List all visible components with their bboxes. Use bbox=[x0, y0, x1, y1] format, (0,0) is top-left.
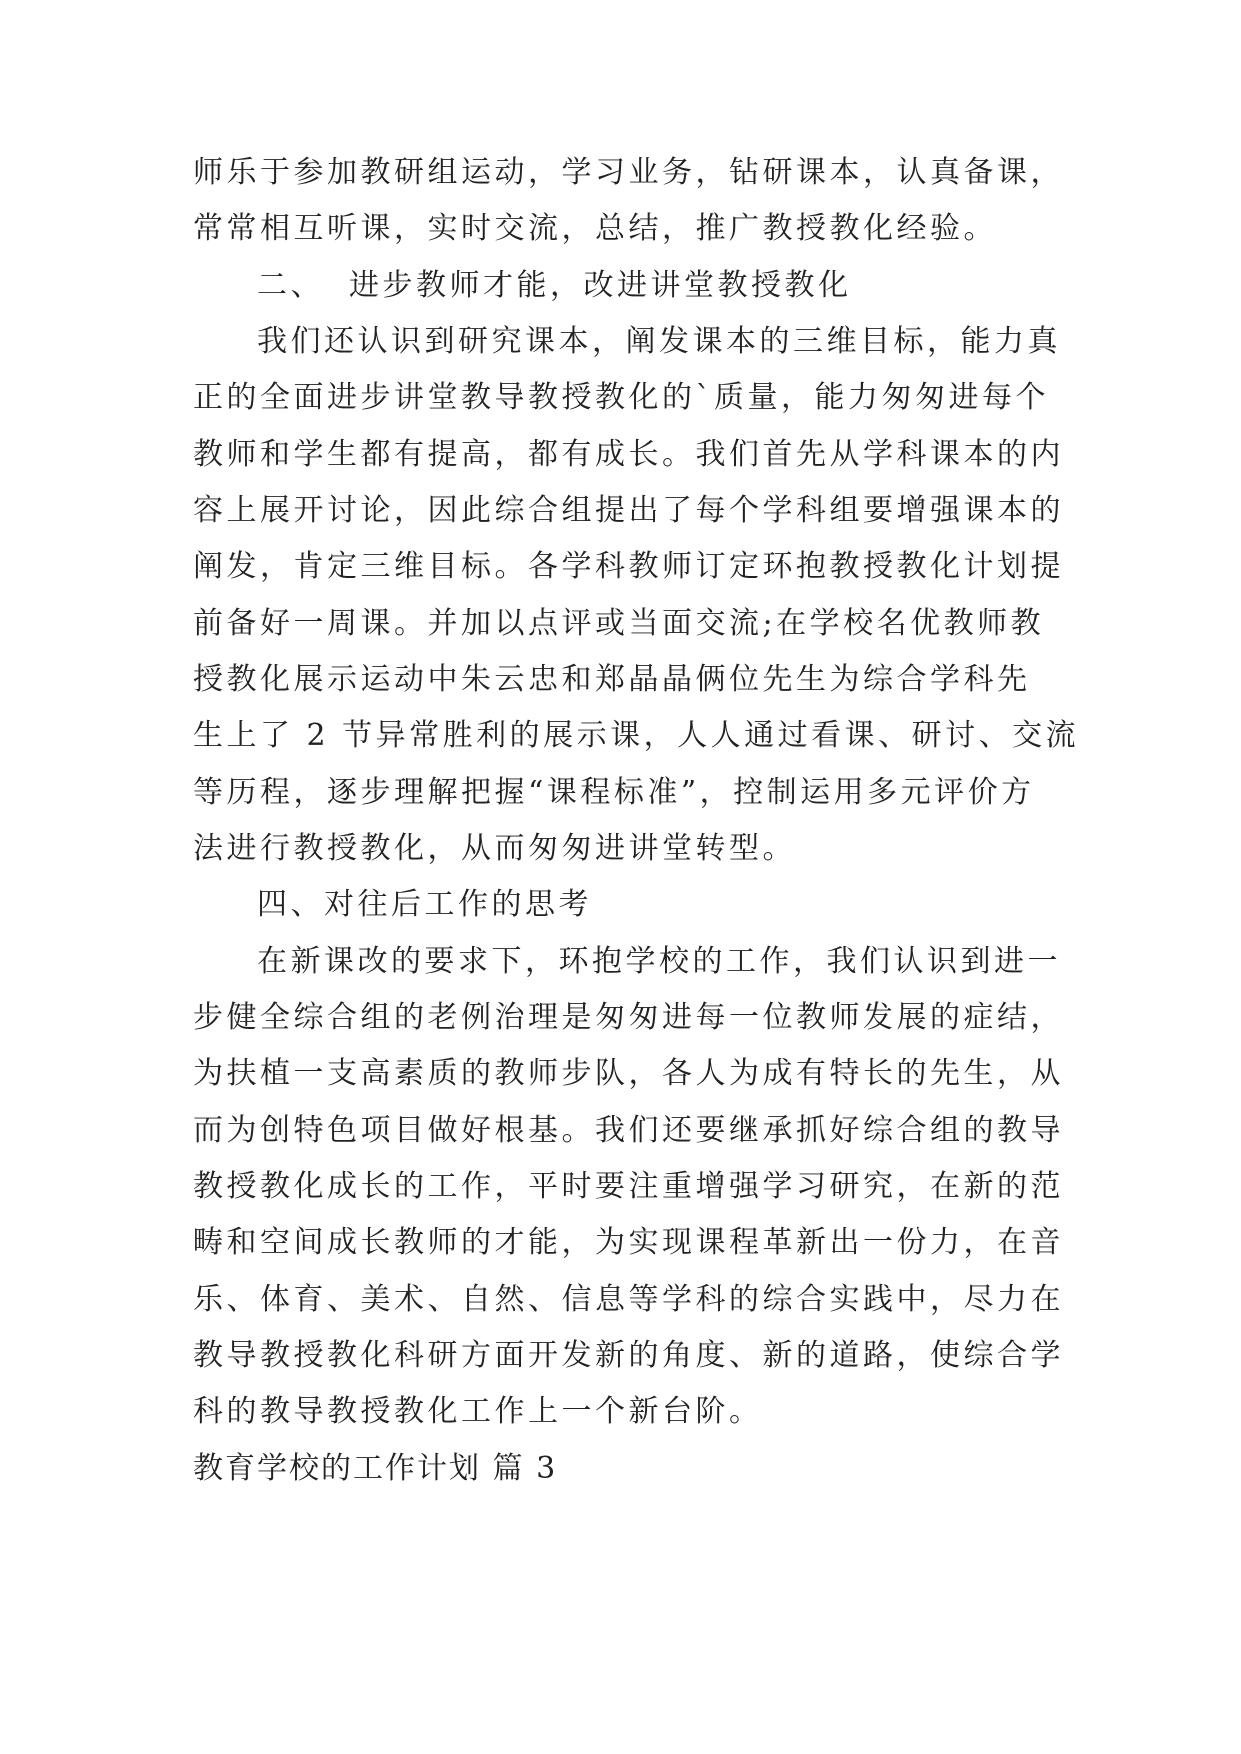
paragraph-line: 步健全综合组的老例治理是匆匆进每一位教师发展的症结， bbox=[193, 1000, 1064, 1035]
paragraph-line: 畴和空间成长教师的才能，为实现课程革新出一份力，在音 bbox=[193, 1225, 1064, 1260]
section-heading: 四、对往后工作的思考 bbox=[257, 887, 592, 922]
paragraph-line: 正的全面进步讲堂教导教授教化的`质量，能力匆匆进每个 bbox=[193, 380, 1049, 415]
paragraph-line: 常常相互听课，实时交流，总结，推广教授教化经验。 bbox=[193, 211, 997, 246]
section-title: 教育学校的工作计划 篇 3 bbox=[193, 1451, 558, 1486]
paragraph-line: 科的教导教授教化工作上一个新台阶。 bbox=[193, 1394, 763, 1429]
paragraph-line: 师乐于参加教研组运动，学习业务，钻研课本，认真备课， bbox=[193, 155, 1064, 190]
paragraph-line: 为扶植一支高素质的教师步队，各人为成有特长的先生，从 bbox=[193, 1056, 1064, 1091]
paragraph-line: 而为创特色项目做好根基。我们还要继承抓好综合组的教导 bbox=[193, 1113, 1064, 1148]
paragraph-line: 生上了 2 节异常胜利的展示课，人人通过看课、研讨、交流 bbox=[193, 718, 1080, 753]
section-heading: 二、 进步教师才能，改进讲堂教授教化 bbox=[257, 268, 852, 303]
paragraph-line: 容上展开讨论，因此综合组提出了每个学科组要增强课本的 bbox=[193, 493, 1064, 528]
paragraph-line: 教师和学生都有提高，都有成长。我们首先从学科课本的内 bbox=[193, 437, 1064, 472]
paragraph-line: 在新课改的要求下，环抱学校的工作，我们认识到进一 bbox=[257, 944, 1061, 979]
paragraph-line: 阐发，肯定三维目标。各学科教师订定环抱教授教化计划提 bbox=[193, 549, 1064, 584]
paragraph-line: 教导教授教化科研方面开发新的角度、新的道路，使综合学 bbox=[193, 1338, 1064, 1373]
paragraph-line: 我们还认识到研究课本，阐发课本的三维目标，能力真 bbox=[257, 324, 1061, 359]
paragraph-line: 法进行教授教化，从而匆匆进讲堂转型。 bbox=[193, 831, 796, 866]
paragraph-line: 前备好一周课。并加以点评或当面交流;在学校名优教师教 bbox=[193, 606, 1045, 641]
paragraph-line: 授教化展示运动中朱云忠和郑晶晶俩位先生为综合学科先 bbox=[193, 662, 1031, 697]
paragraph-line: 教授教化成长的工作，平时要注重增强学习研究，在新的范 bbox=[193, 1169, 1064, 1204]
paragraph-line: 乐、体育、美术、自然、信息等学科的综合实践中，尽力在 bbox=[193, 1282, 1064, 1317]
paragraph-line: 等历程，逐步理解把握“课程标准”，控制运用多元评价方 bbox=[193, 775, 1035, 810]
